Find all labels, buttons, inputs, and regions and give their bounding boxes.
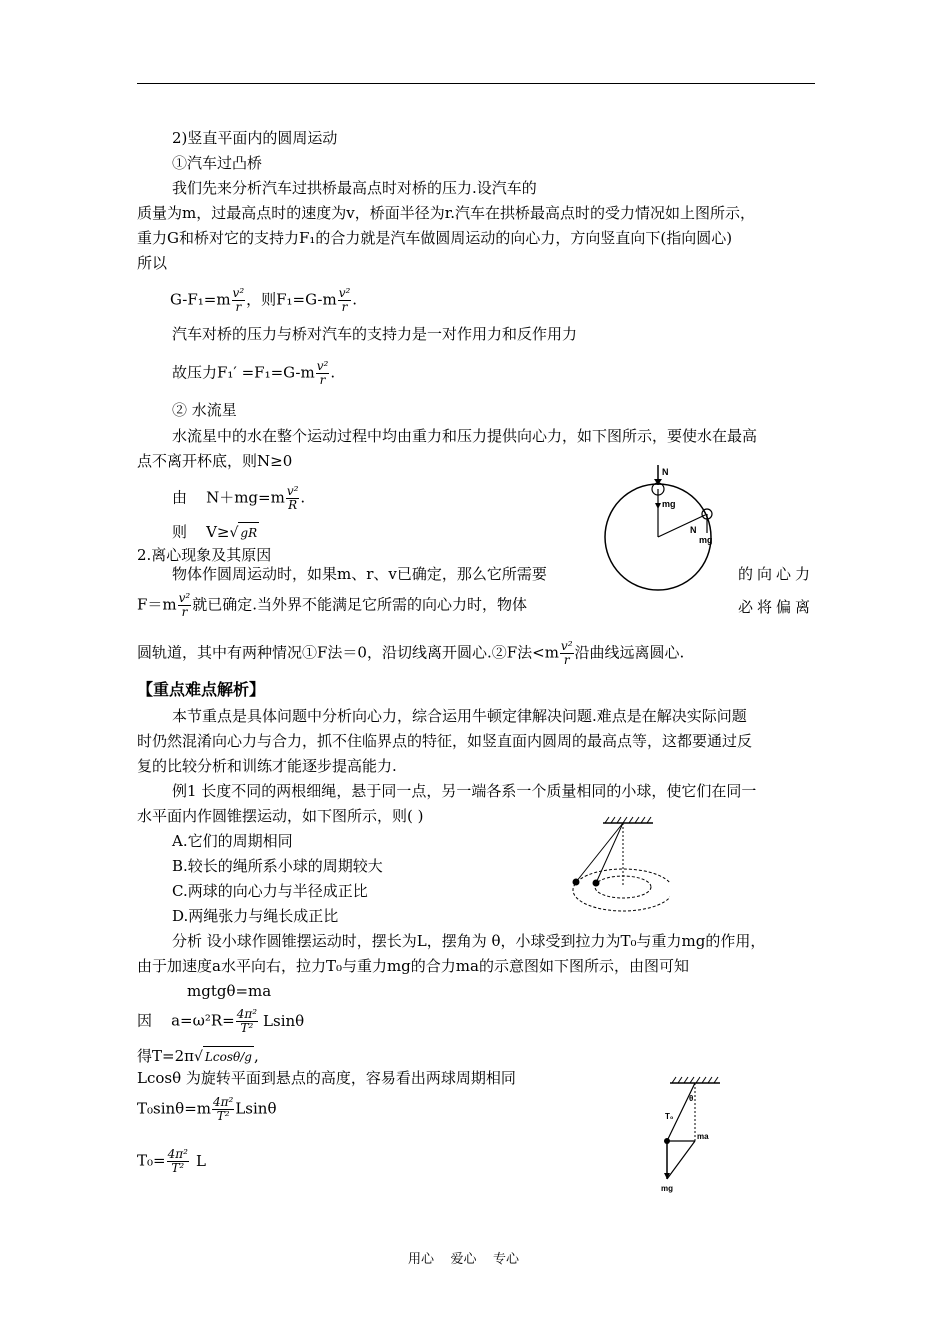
equation-line: 故压力F₁′ =F₁=G-m $\frac{\text{v²}}{r}$ .: [172, 359, 336, 387]
equation-line: F＝m $\frac{\text{v²}}{r}$ 就已确定.当外界不能满足它所需的向心力时，物体: [137, 591, 528, 619]
radius-diagonal: [658, 515, 705, 537]
vertical-circle-figure: [600, 455, 720, 595]
label-ma: ma: [697, 1132, 709, 1141]
option-c: C.两球的向心力与半径成正比: [172, 882, 368, 900]
equation-line: T₀= $\frac{\text{4π²}}{\text{T²}}$ L: [137, 1147, 206, 1175]
ceiling-hatch: [672, 1077, 718, 1083]
equation-line: 圆轨道，其中有两种情况①F法＝0，沿切线离开圆心.②F法<m $\frac{\text{v²}}{r}$ 沿曲线远离圆心.: [137, 639, 685, 667]
equation-line: 得T=2π√ Lcosθ/g ,: [137, 1047, 259, 1065]
paragraph-line: 物体作圆周运动时，如果m、r、v已确定，那么它所需要: [172, 565, 547, 583]
paragraph-line: 水流星中的水在整个运动过程中均由重力和压力提供向心力，如下图所示，要使水在最高: [172, 427, 758, 445]
option-d: D.两绳张力与绳长成正比: [172, 907, 339, 925]
equation-line: G-F₁=m $\frac{\text{v²}}{r}$ ，则F₁=G-m $\frac{\text{v²}}{r}$ .: [170, 286, 358, 314]
section-heading: 2.离心现象及其原因: [137, 546, 272, 564]
paragraph-line: Lcosθ 为旋转平面到悬点的高度，容易看出两球周期相同: [137, 1069, 516, 1087]
analysis-line: 由于加速度a水平向右，拉力T₀与重力mg的合力ma的示意图如下图所示，由图可知: [137, 957, 689, 975]
option-b: B.较长的绳所系小球的周期较大: [172, 857, 383, 875]
paragraph-line: 的向心力: [738, 565, 815, 583]
equation-line: 因 a=ω²R= $\frac{\text{4π²}}{\text{T²}}$ Lsinθ: [137, 1007, 305, 1035]
option-a: A.它们的周期相同: [172, 832, 293, 850]
label-n: N: [662, 467, 669, 477]
ball-short: [593, 880, 600, 887]
arrow-head: [655, 503, 661, 509]
ceiling-hatch: [605, 817, 651, 823]
long-string: [576, 823, 623, 882]
section-heading: 2)竖直平面内的圆周运动: [172, 129, 338, 147]
equation-line: T₀sinθ=m $\frac{\text{4π²}}{\text{T²}}$ Lsinθ: [137, 1095, 277, 1123]
label-theta: θ: [689, 1094, 694, 1103]
key-points-heading: 【重点难点解析】: [137, 680, 266, 699]
label-mg2: mg: [699, 535, 713, 545]
label-t0: T₀: [665, 1112, 674, 1121]
equation-line: mgtgθ=ma: [187, 982, 272, 1000]
equation-line: 则 V≥√ gR: [172, 523, 258, 541]
example-line: 例1 长度不同的两根细绳，悬于同一点，另一端各系一个质量相同的小球，使它们在同一: [172, 782, 757, 800]
ball-long: [573, 879, 580, 886]
example-line: 水平面内作圆锥摆运动，如下图所示，则( ): [137, 807, 424, 825]
paragraph-line: 复的比较分析和训练才能逐步提高能力.: [137, 757, 397, 775]
outer-orbit: [573, 869, 670, 911]
paragraph-line: 重力G和桥对它的支持力F₁的合力就是汽车做圆周运动的向心力，方向竖直向下(指向圆心): [137, 229, 733, 247]
label-mg: mg: [661, 1184, 673, 1193]
paragraph-line: 我们先来分析汽车过拱桥最高点时对桥的压力.设汽车的: [172, 179, 537, 197]
short-string: [596, 823, 623, 883]
paragraph-line: 汽车对桥的压力与桥对汽车的支持力是一对作用力和反作用力: [172, 325, 578, 343]
paragraph-line: 本节重点是具体问题中分析向心力，综合运用牛顿定律解决问题.难点是在解决实际问题: [172, 707, 747, 725]
paragraph-line: 点不离开杯底，则N≥0: [137, 452, 293, 470]
ball: [664, 1138, 670, 1144]
header-rule: [137, 83, 815, 84]
subheading-water: ② 水流星: [172, 401, 237, 419]
subheading-bridge: ①汽车过凸桥: [172, 154, 263, 172]
equation-line: 由 N＋mg=m $\frac{\text{v²}}{R}$ .: [172, 484, 306, 512]
conical-pendulum-figure: [565, 815, 670, 920]
label-n2: N: [690, 525, 697, 535]
page-footer: 用心 爱心 专心: [408, 1252, 520, 1267]
paragraph-line: 所以: [137, 254, 168, 272]
paragraph-line: 质量为m，过最高点时的速度为v，桥面半径为r.汽车在拱桥最高点时的受力情况如上图所示，: [137, 204, 755, 222]
analysis-line: 分析 设小球作圆锥摆运动时，摆长为L，摆角为 θ，小球受到拉力为T₀与重力mg的作用，: [172, 932, 766, 950]
paragraph-line: 必将偏离: [738, 598, 815, 616]
label-mg: mg: [662, 499, 676, 509]
resultant-line: [667, 1141, 695, 1179]
paragraph-line: 时仍然混淆向心力与合力，抓不住临界点的特征，如竖直面内圆周的最高点等，这都要通过反: [137, 732, 753, 750]
force-diagram-figure: [655, 1075, 725, 1200]
